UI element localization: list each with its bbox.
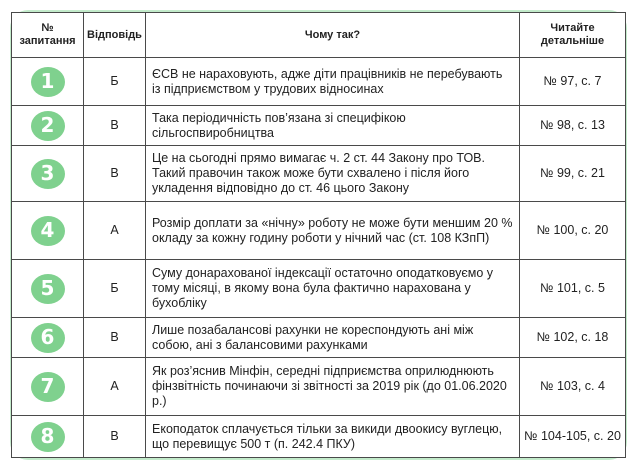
question-number-badge: 5 [31,274,65,304]
question-number-badge: 7 [31,372,65,402]
table-row [12,58,626,106]
question-number-badge: 1 [31,67,65,97]
answer-cell: В [84,146,146,202]
reference-cell: № 97, с. 7 [520,58,626,106]
table-row [12,358,626,416]
explanation-cell: Суму донарахованої індексації остаточно оподатковуємо у тому місяці, в якому вона була фактично нарахована у бухобліку [146,260,520,318]
table-row [12,260,626,318]
explanation-cell: Як роз’яснив Мінфін, середні підприємства оприлюднюють фінзвітність починаючи зі звітності за 2019 рік (до 01.06.2020 р.) [146,358,520,416]
reference-cell: № 102, с. 18 [520,318,626,358]
question-number-badge: 3 [31,159,65,189]
answer-cell: В [84,318,146,358]
answers-table [11,12,626,458]
table-header-row [12,13,626,58]
explanation-cell: Лише позабалансові рахунки не кореспондують ані між собою, ані з балансовими рахунками [146,318,520,358]
table-row [12,106,626,146]
explanation-cell: Розмір доплати за «нічну» роботу не може бути меншим 20 % окладу за кожну годину роботи у нічний час (ст. 108 КЗпП) [146,202,520,260]
table-row [12,318,626,358]
question-number-badge: 8 [31,422,65,452]
header-ref: Читайте детальніше [520,13,626,58]
table-row [12,202,626,260]
header-why: Чому так? [146,13,520,58]
explanation-cell: Це на сьогодні прямо вимагає ч. 2 ст. 44 Закону про ТОВ. Такий правочин також може бути схвалено і після його укладення відповідно до ст. 46 цього Закону [146,146,520,202]
answer-cell: В [84,416,146,458]
answer-cell: А [84,358,146,416]
reference-cell: № 104-105, с. 20 [520,416,626,458]
explanation-cell: Така періодичність пов’язана зі специфікою сільгоспвиробництва [146,106,520,146]
reference-cell: № 101, с. 5 [520,260,626,318]
answer-cell: В [84,106,146,146]
answer-cell: Б [84,58,146,106]
header-answer: Відповідь [84,13,146,58]
reference-cell: № 98, с. 13 [520,106,626,146]
reference-cell: № 103, с. 4 [520,358,626,416]
table-row [12,416,626,458]
table-row [12,146,626,202]
answer-cell: Б [84,260,146,318]
question-number-badge: 2 [31,111,65,141]
answer-cell: А [84,202,146,260]
question-number-badge: 4 [31,216,65,246]
question-number-badge: 6 [31,323,65,353]
reference-cell: № 99, с. 21 [520,146,626,202]
explanation-cell: Екоподаток сплачується тільки за викиди двоокису вуглецю, що перевищує 500 т (п. 242.4 ПКУ) [146,416,520,458]
header-num: № запитання [12,13,84,58]
reference-cell: № 100, с. 20 [520,202,626,260]
explanation-cell: ЄСВ не нараховують, адже діти працівників не перебувають із підприємством у трудових відносинах [146,58,520,106]
